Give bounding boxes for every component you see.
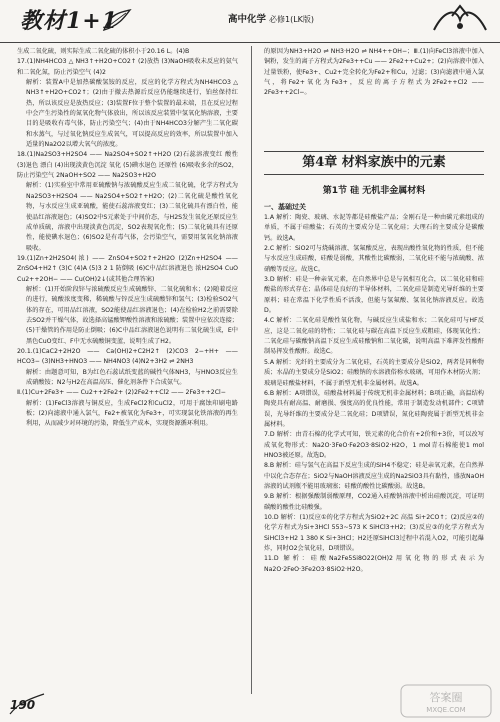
- answer-paragraph: 19.(1)Zn+2H2SO4(浓) —— ZnSO4+SO2↑+2H2O (2)Zn+H2SO4 —— ZnSO4+H2↑ (3)C (4)A (5)3 2 1 防倒吸 (6)C中品红溶液退色 浓H2SO4 CuO Cu2++2OH− —— Cu(OH)2↓(或其他合理答案): [17, 254, 238, 283]
- book-logo: 教材1+1: [20, 8, 119, 34]
- answer-paragraph: 10.D 解析：(1)反应①的化学方程式为SiO2+2C 高温 Si+2CO↑；(2)反应②的化学方程式为Si+3HCl 553~573 K SiHCl3+H2；(3)反应③的化学方程式为SiHCl3+H2 1 380 K Si+3HCl；H2还原SiHCl3过程中若混入O2，可能引起爆炸，同时O2会氧化硅，D项错误。: [264, 513, 484, 552]
- chapter-title: 第4章 材料家族中的元素: [264, 151, 484, 175]
- svg-text:MXQE.COM: MXQE.COM: [426, 706, 466, 714]
- page-number: 190: [10, 698, 36, 712]
- answer-paragraph: 8.B 解析：硅与氢气在高温下反应生成的SiH4不稳定；硅是亲氧元素，在自然界中以化合态存在；SiO2与NaOH溶液反应生成的Na2SiO3具有黏性，盛放NaOH溶液的试剂瓶不能用玻璃塞；硅酸的酸性比碳酸弱。故选B。: [264, 462, 484, 490]
- subheading: 一、基础过关: [264, 203, 306, 211]
- explanation-paragraph: 解析：(1)实验室中常用亚硫酸钠与浓硫酸反应生成二氧化硫，化学方程式为Na2SO3+H2SO4 —— Na2SO4+SO2↑+H2O；(2)二氧化硫是酸性氧化物，与水反应生成亚硫酸，能使石蕊溶液变红；(3)二氧化硫具有漂白性，能使品红溶液退色；(4)SO2中S元素处于中间价态，与H2S发生氧化还原反应生成单质硫，溶液中出现淡黄色沉淀，SO2表现氧化性；(5)二氧化硫具有还原性，能使碘水退色；(6)SO2是有毒气体，会污染空气，需要用氢氧化钠溶液吸收。: [26, 182, 238, 252]
- answer-paragraph: 17.(1)NH4HCO3 △ NH3↑+H2O+CO2↑ (2)放热 (3)NaOH吸收未反应的氨气和二氧化氮，防止污染空气 (4)2: [17, 58, 238, 76]
- page-header: [0, 0, 500, 43]
- answer-paragraph: 3.D 解析：硅是一种亲氧元素，在自然界中总是与氧相互化合，以二氧化硅和硅酸盐的形式存在；晶体硅是良好的半导体材料，二氧化硅是制造光导纤维的主要原料；硅在常温下化学性质不活泼，但能与氢氟酸、氢氧化钠溶液反应。故选D。: [264, 276, 484, 315]
- explanation-paragraph: 解析：装置A中是加热碳酸氢铵的反应，反应的化学方程式为NH4HCO3 △ NH3↑+H2O+CO2↑；(2)由于撤去热源后反应仍能继续进行，铂丝保持红热，所以该反应是放热反应；(3)装置F位于整个装置的最末端，且在反应过程中会产生污染性的氮氧化物气体放出，所以该反应装置中氢氧化钠溶液，主要目的是吸收有毒气体，防止污染空气；(4)由于NH4HCO3分解产生二氧化碳和水蒸气，与过氧化钠反应生成氧气，可以提高反应的效率，所以装置中加入适量的Na2O2以增大氧气的浓度。: [26, 79, 238, 149]
- answer-paragraph: 11.D 解析：硅酸Na2Fe5Si8O22(OH)2用氧化物的形式表示为Na2O·2FeO·3Fe2O3·8SiO2·H2O。: [264, 555, 484, 573]
- watermark-logo: [400, 684, 492, 722]
- answer-paragraph: 20.1.(1)CaC2+2H2O —— Ca(OH)2+C2H2↑ (2)CO3 2−+H+ —— HCO3− (3)NH3+HNO3 —— NH4NO3 (4)N2+3H2 ⇌ 2NH3: [17, 347, 238, 366]
- answer-paragraph: 9.B 解析：根据强酸制弱酸原理，CO2通入硅酸钠溶液中析出硅酸沉淀，可证明碳酸的酸性比硅酸强。: [264, 493, 484, 511]
- answer-paragraph: 5.A 解析：光纤的主要成分为二氧化硅，石英的主要成分是SiO2，两者是同种物质；水晶的主要成分是SiO2；硅酸钠的水溶液俗称水玻璃，可用作木材防火剂；玻璃是硅酸盐材料，不属于新型无机非金属材料。故选A。: [264, 358, 484, 387]
- book-title: 高中化学 必修1(LK版): [228, 14, 315, 25]
- svg-text:答案圈: 答案圈: [429, 691, 463, 704]
- answer-paragraph: 7.D 解析：由青石棉的化学式可知，铁元素的化合价有+2价和+3价，可以改写成氧化物形式：Na2O·3FeO·Fe2O3·8SiO2·H2O，1 mol青石棉能使1 mol HNO3被还原。故选D。: [264, 431, 484, 459]
- right-answer-column-top: [264, 47, 484, 99]
- answer-paragraph: 18.(1)Na2SO3+H2SO4 —— Na2SO4+SO2↑+H2O (2)石蕊溶液变红 酸性 (3)退色 漂白 (4)出现淡黄色沉淀 氧化 (5)碘水退色 还原性 (6)吸收多余的SO2，防止污染空气 2NaOH+SO2 —— Na2SO3+H2O: [17, 151, 238, 180]
- answer-paragraph: 1.A 解析：陶瓷、玻璃、水泥等都是硅酸盐产品；金刚石是一种由碳元素组成的单质，不属于硅酸盐；石英的主要成分是二氧化硅；大理石的主要成分是碳酸钙。故选A。: [264, 214, 484, 242]
- answer-paragraph: 生成二氧化硫，则实际生成二氧化硫的体积小于20.16 L。(4)B: [17, 48, 190, 55]
- answer-paragraph: Ⅱ.(1)Cu+2Fe3+ —— Cu2++2Fe2+ (2)2Fe2++Cl2 —— 2Fe3++2Cl−: [17, 389, 226, 397]
- flourish-icon: [430, 4, 490, 36]
- leaf-decoration-icon: [102, 8, 132, 34]
- explanation-paragraph: 解析：由题意可知，B为红色石蕊试纸变蓝的碱性气体NH3，与HNO3反应生成硝酸铵；N2与H2在高温高压、催化剂条件下合成氨气。: [26, 368, 238, 386]
- answer-paragraph: 4.C 解析：二氧化硅是酸性氧化物，与碱反应生成盐和水；二氧化硅可与HF反应，这是二氧化硅的特性；二氧化硅与碳在高温下反应生成粗硅，体现氧化性；二氧化硅与碳酸钠高温下反应生成硅酸钠和二氧化碳，说明高温下难挥发性酸酐制易挥发性酸酐。故选C。: [264, 317, 484, 356]
- answer-paragraph: 2.C 解析：SiO2可与烧碱溶液、氢氟酸反应，表现出酸性氧化物的性质，但不能与水反应生成硅酸，硅酸是弱酸，其酸性比碳酸弱，二氧化硅不能与浓硫酸、浓硝酸等反应。故选C。: [264, 245, 484, 273]
- explanation-paragraph: 解析：(1)FeCl3溶液与铜反应，生成FeCl2和CuCl2，可用于腐蚀印刷电路板；(2)向滤液中通入氯气，Fe2+被氧化为Fe3+，可实现氯化铁溶液的再生利用，从而减少对环境的污染，降低生产成本，实现资源循环利用。: [26, 399, 238, 428]
- column-divider: [251, 46, 252, 694]
- answer-paragraph: 6.B 解析：A项错误，硅酸盐材料属于传统无机非金属材料；B项正确，高温结构陶瓷具有耐高温、耐磨损、强度高的优良性能，常用于制造发动机部件；C项错误，光导纤维的主要成分是二氧化硅；D项错误，氮化硅陶瓷属于新型无机非金属材料。: [264, 389, 484, 428]
- left-answer-column: [17, 47, 238, 430]
- section-title: 第1节 硅 无机非金属材料: [322, 186, 426, 196]
- explanation-paragraph: 解析：(1)开始阶段锌与浓硫酸反应生成硫酸锌、二氧化硫和水；(2)随着反应的进行，硫酸浓度变稀，稀硫酸与锌反应生成硫酸锌和氢气；(3)检验SO2气体的存在，可用品红溶液，SO2能使品红溶液退色；(4)在检验H2之前需要除去SO2并干燥气体，故选择高锰酸钾酸性溶液和浓硫酸；装置中应依次连接；(5)干燥管的作用是防止倒吸；(6)C中品红溶液退色说明有二氧化硫生成，E中黑色CuO变红、F中无水硫酸铜变蓝，说明生成了H2。: [26, 285, 238, 345]
- explanation-paragraph: 的原因为NH3+H2O ⇌ NH3·H2O ⇌ NH4++OH−；Ⅲ.(1)向FeCl3溶液中加入铜粉，发生的离子方程式为2Fe3++Cu —— 2Fe2++Cu2+；(2)向溶液中加入过量铁粉，使Fe3+、Cu2+完全转化为Fe2+和Cu，过滤；(3)向滤液中通入氯气，将Fe2+氧化为Fe3+，反应的离子方程式为2Fe2++Cl2 —— 2Fe3++2Cl−。: [264, 48, 484, 97]
- right-answer-column: [264, 213, 484, 575]
